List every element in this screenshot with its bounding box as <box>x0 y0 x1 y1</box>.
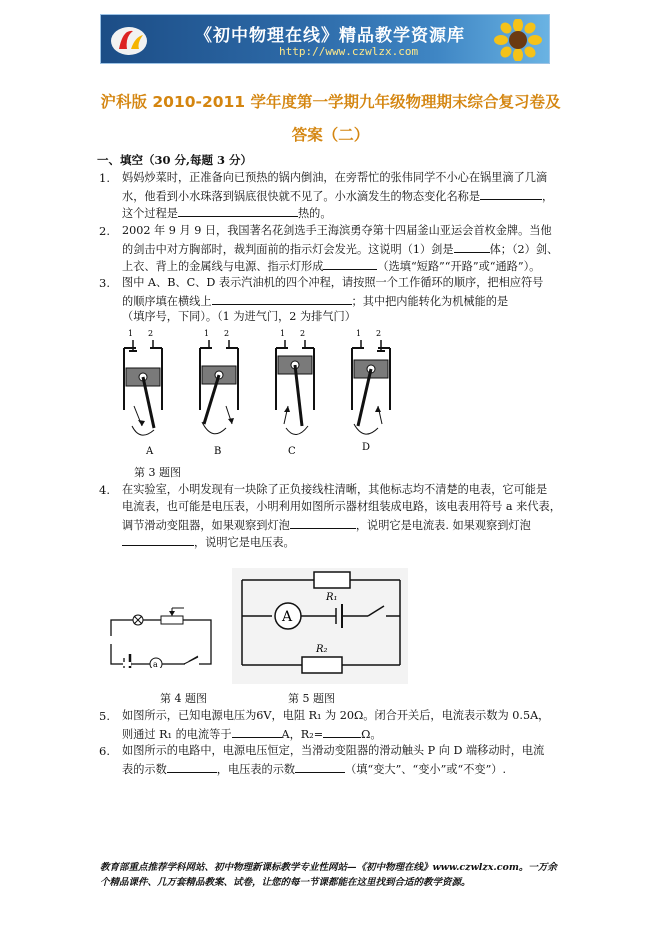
q1-line3-end: 热的。 <box>297 207 332 220</box>
q5-number: 5. <box>99 709 110 723</box>
q1-blank1[interactable] <box>480 188 542 200</box>
r2-label: R₂ <box>316 644 328 655</box>
fig3-caption: 第 3 题图 <box>134 466 181 479</box>
engine-label-b: B <box>214 446 222 456</box>
q2-line1: 2002 年 9 月 9 日，我国著名花剑选手王海滨勇夺第十四届釜山亚运会首枚金牌。当他 <box>122 224 552 237</box>
q1-line2-text: 水，他看到小水珠落到锅底很快就不见了。小水滴发生的物态变化名称是 <box>122 190 481 203</box>
q1-blank2[interactable] <box>178 205 298 217</box>
resistor-r2-icon <box>302 657 342 673</box>
banner-url[interactable]: http://www.czwlzx.com <box>279 45 419 58</box>
header-banner <box>100 14 550 64</box>
valve-label-1: 1 <box>356 329 362 338</box>
valve-label-2: 2 <box>224 329 230 338</box>
r1-label: R₁ <box>326 592 338 603</box>
q6-line2-mid: ，电压表的示数 <box>216 763 296 776</box>
q6-line2 <box>122 761 506 777</box>
q1-line2-end: ， <box>542 190 554 203</box>
engine-A <box>124 329 162 456</box>
q2-line3 <box>122 258 540 274</box>
q2-line3-end: （选填“短路”“开路”或“通路”）。 <box>377 260 541 273</box>
engine-C <box>276 329 314 456</box>
engine-label-d: D <box>362 442 371 453</box>
q5-line2 <box>122 726 382 742</box>
footer-line1: 教育部重点推荐学科网站、初中物理新课标教学专业性网站—《初中物理在线》www.czwlzx.com。一万余 <box>100 862 557 873</box>
valve-label-2: 2 <box>148 329 154 338</box>
banner-title: 《初中物理在线》精品教学资源库 <box>195 26 465 46</box>
fig4-caption: 第 4 题图 <box>160 692 207 705</box>
site-logo-icon <box>109 23 149 57</box>
valve-label-1: 1 <box>280 329 286 338</box>
q5-line2-text: 则通过 R₁ 的电流等于 <box>122 728 232 741</box>
q2-line2 <box>122 241 558 257</box>
q5-line2-end: Ω。 <box>361 728 382 741</box>
engine-label-a: A <box>146 446 154 456</box>
fig4-circuit <box>106 606 216 668</box>
q2-line3-text: 上衣、背上的金属线与电源、指示灯形成 <box>122 260 324 273</box>
q5-blank1[interactable] <box>232 726 282 738</box>
q2-number: 2. <box>99 224 110 238</box>
q4-line3-end: ，说明它是电流表. 如果观察到灯泡 <box>355 519 531 532</box>
q4-line3-text: 调节滑动变阻器，如果观察到灯泡 <box>122 519 290 532</box>
engine-label-c: C <box>288 446 296 456</box>
page-footer <box>100 860 570 890</box>
q5-line2-mid: A，R₂= <box>281 728 324 741</box>
valve-label-1: 1 <box>128 329 134 338</box>
q6-number: 6. <box>99 744 110 758</box>
q4-line1: 在实验室，小明发现有一块除了正负接线柱清晰，其他标志均不清楚的电表，它可能是 <box>122 483 548 496</box>
q6-line2-end: （填“变大”、“变小”或“不变”）. <box>345 763 507 776</box>
valve-label-2: 2 <box>376 329 382 338</box>
q6-line2-text: 表的示数 <box>122 763 167 776</box>
section-heading: 一、填空（30 分,每题 3 分） <box>97 153 253 167</box>
q4-line2: 电流表，也可能是电压表，小明利用如图所示器材组装成电路，该电表用符号 a 来代表， <box>122 500 561 513</box>
q4-blank1[interactable] <box>290 517 356 529</box>
doc-title-line2: 答案（二） <box>291 126 370 144</box>
q4-line4-text: ，说明它是电压表。 <box>194 536 295 549</box>
q2-line2-text: 的剑击中对方胸部时，裁判面前的指示灯会发光。这说明（1）剑是 <box>122 243 454 256</box>
valve-label-1: 1 <box>204 329 210 338</box>
q6-blank1[interactable] <box>167 761 217 773</box>
q4-number: 4. <box>99 483 110 497</box>
q2-blank2[interactable] <box>323 258 377 270</box>
q2-blank1[interactable] <box>454 241 490 253</box>
q3-line2-end: ；其中把内能转化为机械能的是 <box>351 295 509 308</box>
q5-line1: 如图所示，已知电源电压为6V，电阻 R₁ 为 20Ω。闭合开关后，电流表示数为 0.5A， <box>122 709 550 722</box>
q1-line3 <box>122 205 332 221</box>
q1-line2 <box>122 188 553 204</box>
q2-line2-end: 体；（2）剑、 <box>489 243 559 256</box>
q1-line1: 妈妈炒菜时，正准备向已预热的锅内倒油，在旁帮忙的张伟同学不小心在锅里滴了几滴 <box>122 171 548 184</box>
engine-B <box>200 329 238 456</box>
q6-line1: 如图所示的电路中，电源电压恒定，当滑动变阻器的滑动触头 P 向 D 端移动时，电流 <box>122 744 545 757</box>
resistor-r1-icon <box>314 572 350 588</box>
q4-blank2[interactable] <box>122 534 194 546</box>
sunflower-icon <box>493 19 543 61</box>
doc-title-line1: 沪科版 2010-2011 学年度第一学期九年级物理期末综合复习卷及 <box>100 93 561 111</box>
q4-line3 <box>122 517 531 533</box>
q3-line3: （填序号，下同）。（1 为进气门，2 为排气门） <box>122 310 356 323</box>
q5-blank2[interactable] <box>323 726 361 738</box>
valve-label-2: 2 <box>300 329 306 338</box>
q1-line3-text: 这个过程是 <box>122 207 178 220</box>
q6-blank2[interactable] <box>295 761 345 773</box>
q1-number: 1. <box>99 171 110 185</box>
q4-line4 <box>122 534 295 550</box>
q3-number: 3. <box>99 276 110 290</box>
fig5-circuit <box>232 568 408 684</box>
q3-line2-text: 的顺序填在横线上 <box>122 295 212 308</box>
meter-a-label: a <box>153 660 158 668</box>
engine-strokes-figure <box>110 326 410 456</box>
q3-line1: 图中 A、B、C、D 表示汽油机的四个冲程，请按照一个工作循环的顺序，把相应符号 <box>122 276 544 289</box>
engine-D <box>352 329 390 453</box>
ammeter-label: A <box>282 609 293 625</box>
rheostat-icon <box>161 616 183 624</box>
fig5-caption: 第 5 题图 <box>288 692 335 705</box>
q3-blank1[interactable] <box>212 293 352 305</box>
footer-line2: 个精品课件、几万套精品教案、试卷，让您的每一节课都能在这里找到合适的教学资源。 <box>100 877 471 888</box>
q3-line2 <box>122 293 508 309</box>
